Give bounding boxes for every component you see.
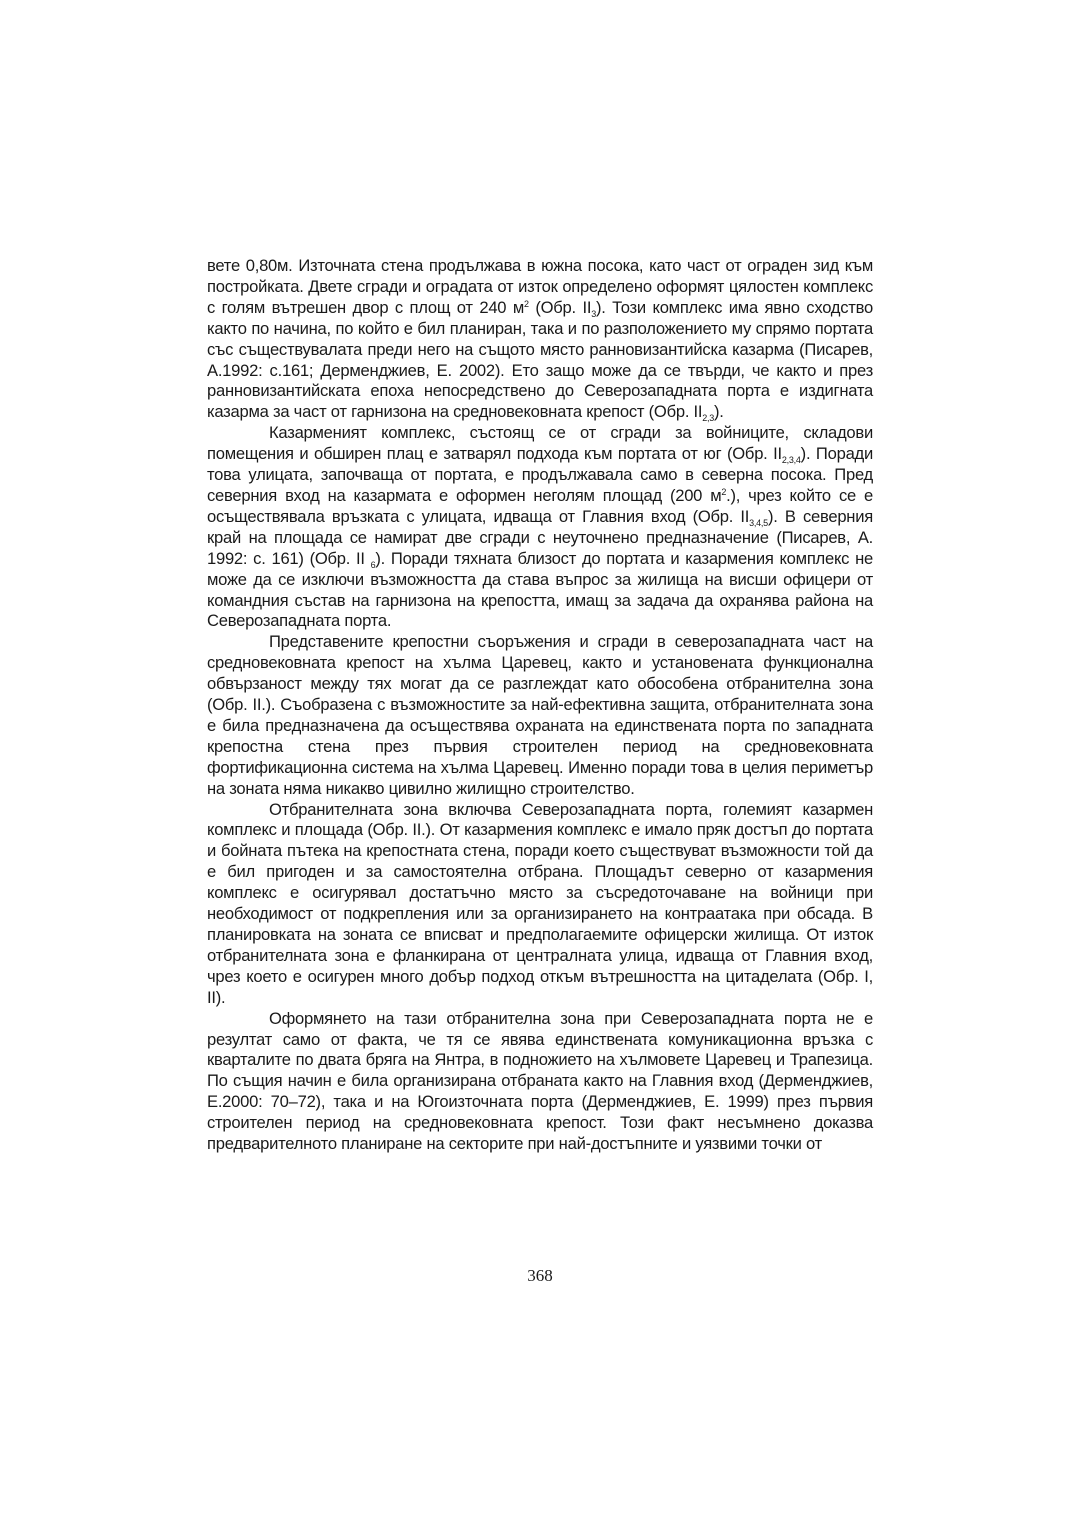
- paragraph-2-text: ). В северния край на площада се намират две сгради с неуточнено предназначение (Писарев, А. 1992: с. 161) (Обр. II: [207, 506, 873, 568]
- paragraph-1-text: (Обр. II: [528, 297, 592, 317]
- superscript: 2: [721, 486, 727, 497]
- paragraph-1-text: вете 0,80м. Източната стена продължава в южна посока, като част от ограден зид към постройката. Двете сгради и оградата от изток определено оформят цялостен комплекс с голям вътрешен двор с площ от 240 м: [207, 256, 873, 317]
- body-text: [207, 256, 873, 1155]
- subscript: 2,3: [702, 413, 715, 424]
- paragraph-2-text: ). Поради тяхната близост до портата и казармения комплекс не може да се изключи възможността да става въпрос за жилища на висши офицери от командния състав на гарнизона на крепостта, имащ за задача да охранява района на Северозападната порта.: [207, 548, 873, 631]
- paragraph-3: Представените крепостни съоръжения и сгради в северозападната част на средновековната крепост на хълма Царевец, както и установената функционална обвързаност между тях могат да се разглеждат като обособена отбранителна зона (Обр. II.). Съобразена с възможностите за най-ефективна защита, отбранителната зона е била предназначена да осъществява охраната на единствената порта по западната крепостна стена през първия строителен период на средновековната фортификационна система на хълма Царевец. Именно поради това в целия периметър на зоната няма никакво цивилно жилищно строителство.: [207, 632, 873, 798]
- paragraph-2-text: .), чрез който се е осъществявала връзката с улицата, идваща от Главния вход (Обр. II: [207, 485, 873, 526]
- page-number: 368: [527, 1266, 553, 1285]
- paragraph-2: [207, 423, 873, 632]
- superscript: 2: [524, 298, 529, 309]
- subscript: 3: [591, 308, 596, 319]
- paragraph-4: Отбранителната зона включва Северозападната порта, големият казармен комплекс и площада (Обр. II.). От казармения комплекс е имало пряк достъп до портата и бойната пътека на крепостната стена, поради което съществуват възможности той да е бил пригоден и за самостоятелна отбрана. Площадът северно от казармения комплекс е осигурявал достатъчно място за съсредоточаване на войници при необходимост от подкрепления или за организирането на контраатака при обсада. В планировката на зоната се вписват и предполагаемите офицерски жилища. От изток отбранителната зона е фланкирана от централната улица, идваща от Главния вход, чрез което е осигурен много добър подход откъм вътрешността на цитаделата (Обр. I, II).: [207, 799, 873, 1007]
- subscript: 2,3,4: [781, 455, 801, 466]
- paragraph-1-text: ). Този комплекс има явно сходство както по начина, по който е бил планиран, така и по разположението му спрямо портата със съществувалата преди него на същото място ранновизантийска казарма (Писарев, А.1992: с.161; Дерменджиев, Е. 2002). Ето защо може да се твърди, че както и през ранновизантийската епоха непосредствено до Северозападната порта е издигната казарма за част от гарнизона на средновековната крепост (Обр. II: [207, 297, 873, 422]
- subscript: 6: [370, 559, 376, 570]
- paragraph-1: [207, 256, 873, 423]
- paragraph-2-text: ). Поради това улицата, започваща от портата, е продължавала само в северна посока. Пред северния вход на казармата е оформен неголям площад (200 м: [207, 444, 873, 505]
- paragraph-2-text: Казарменият комплекс, състоящ се от сгради за войниците, складови помещения и обширен плац е затварял подхода към портата от юг (Обр. II: [207, 423, 873, 464]
- paragraph-5: Оформянето на тази отбранителна зона при Северозападната порта не е резултат само от факта, че тя се явява единствената комуникационна връзка с кварталите по двата бряга на Янтра, в подножието на хълмовете Царевец и Трапезица. По същия начин е била организирана отбраната както на Главния вход (Дерменджиев, Е.2000: 70–72), така и на Югоизточната порта (Дерменджиев, Е. 1999) през първия строителен период на средновековната крепост. Този факт несъмнено доказва предварителното планиране на секторите при най-достъпните и уязвими точки от: [207, 1008, 873, 1154]
- subscript: 3,4,5: [749, 517, 768, 528]
- paragraph-1-text: ).: [714, 402, 724, 422]
